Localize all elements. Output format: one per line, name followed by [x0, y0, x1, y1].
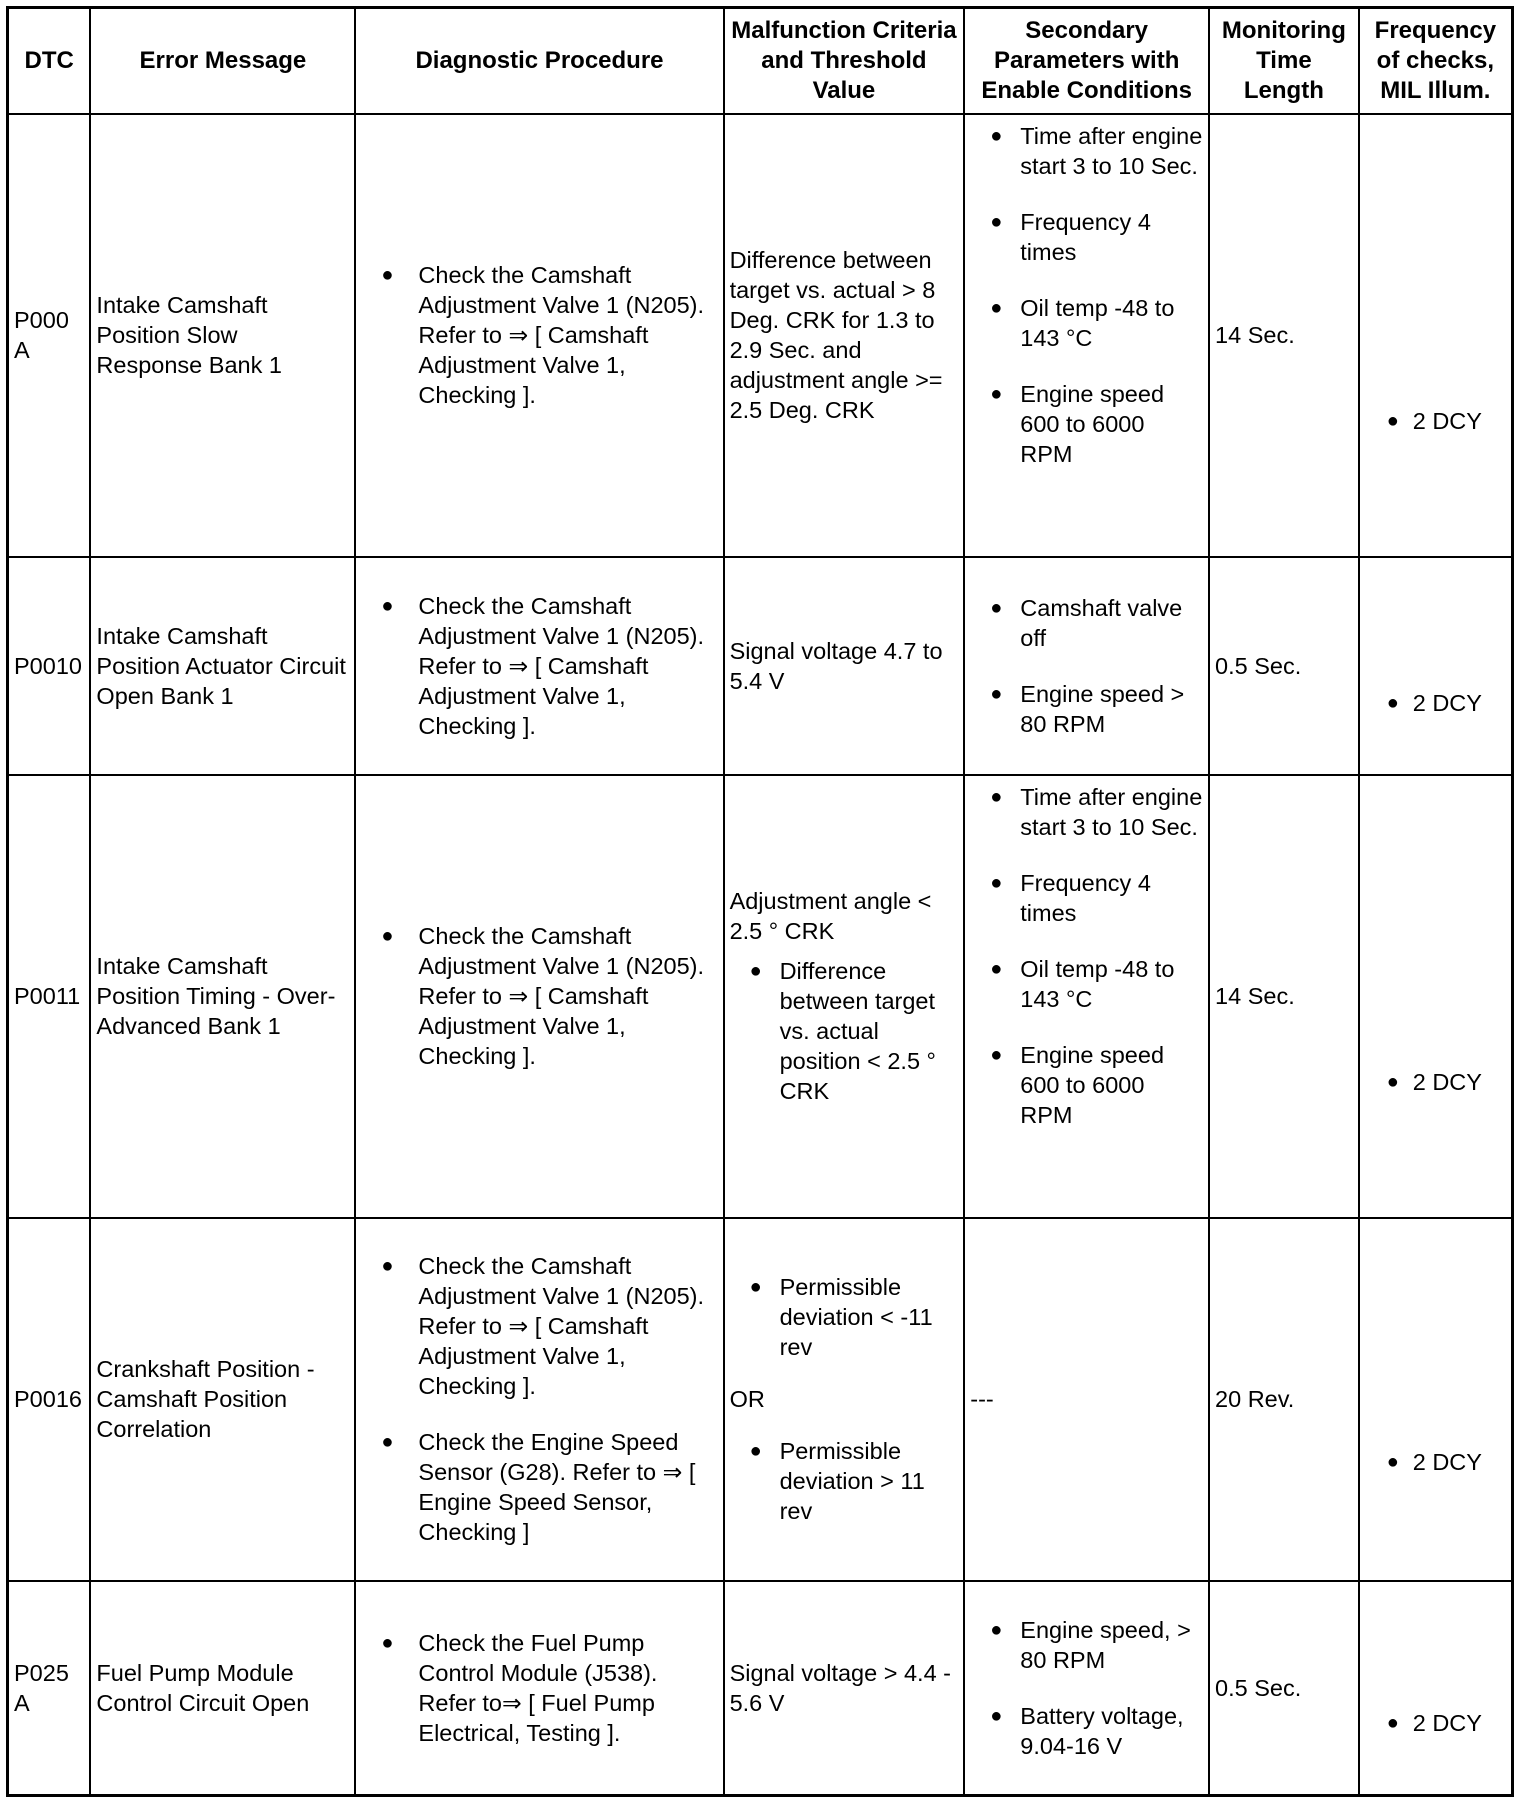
diagnostic-procedure	[355, 1581, 723, 1796]
secondary-item: ● Engine speed, > 80 RPM	[970, 1615, 1203, 1675]
header-secondary-parameters: Secondary Parameters with Enable Conditions	[964, 8, 1209, 114]
procedure-item: ● Check the Camshaft Adjustment Valve 1 (N205). Refer to ⇒ [ Camshaft Adjustment Valve 1, Checking ].	[361, 1251, 717, 1401]
criteria-text: Signal voltage > 4.4 - 5.6 V	[729, 1659, 951, 1716]
dtc-code: P0016	[8, 1218, 91, 1581]
monitoring-time: 0.5 Sec.	[1209, 557, 1359, 775]
frequency-cell	[1359, 1581, 1513, 1796]
secondary-item: ● Camshaft valve off	[970, 593, 1203, 653]
criteria-text: Signal voltage 4.7 to 5.4 V	[729, 637, 943, 694]
header-malfunction-criteria: Malfunction Criteria and Threshold Value	[724, 8, 965, 114]
dtc-code: P0010	[8, 557, 91, 775]
secondary-item: ● Time after engine start 3 to 10 Sec.	[970, 121, 1203, 181]
frequency-item: ● 2 DCY	[1365, 1708, 1506, 1738]
procedure-item: ● Check the Camshaft Adjustment Valve 1 (N205). Refer to ⇒ [ Camshaft Adjustment Valve 1, Checking ].	[361, 921, 717, 1071]
secondary-item: ● Engine speed > 80 RPM	[970, 679, 1203, 739]
header-error-message: Error Message	[90, 8, 355, 114]
secondary-parameters	[964, 114, 1209, 557]
malfunction-criteria	[724, 775, 965, 1218]
table-row	[8, 557, 1513, 775]
criteria-item: ● Permissible deviation > 11 rev	[730, 1436, 959, 1526]
dtc-code: P000A	[8, 114, 91, 557]
criteria-or: OR	[729, 1386, 765, 1412]
header-diagnostic-procedure: Diagnostic Procedure	[355, 8, 723, 114]
secondary-parameters	[964, 557, 1209, 775]
frequency-cell	[1359, 1218, 1513, 1581]
table-row	[8, 775, 1513, 1218]
dtc-document	[6, 6, 1514, 1797]
diagnostic-procedure	[355, 1218, 723, 1581]
header-monitoring-time: Monitoring Time Length	[1209, 8, 1359, 114]
error-message: Intake Camshaft Position Slow Response Bank 1	[90, 114, 355, 557]
procedure-item: ● Check the Camshaft Adjustment Valve 1 (N205). Refer to ⇒ [ Camshaft Adjustment Valve 1, Checking ].	[361, 260, 717, 410]
criteria-text: Adjustment angle < 2.5 ° CRK	[729, 888, 932, 944]
frequency-cell	[1359, 775, 1513, 1218]
frequency-item: ● 2 DCY	[1365, 1067, 1506, 1097]
frequency-cell	[1359, 557, 1513, 775]
procedure-item: ● Check the Camshaft Adjustment Valve 1 (N205). Refer to ⇒ [ Camshaft Adjustment Valve 1, Checking ].	[361, 591, 717, 741]
malfunction-criteria	[724, 1218, 965, 1581]
secondary-parameters: ---	[964, 1218, 1209, 1581]
secondary-parameters	[964, 1581, 1209, 1796]
diagnostic-procedure	[355, 775, 723, 1218]
table-row	[8, 114, 1513, 557]
header-dtc: DTC	[8, 8, 91, 114]
header-row	[8, 8, 1513, 114]
secondary-item: ● Frequency 4 times	[970, 207, 1203, 267]
monitoring-time: 20 Rev.	[1209, 1218, 1359, 1581]
table-row	[8, 1218, 1513, 1581]
procedure-item: ● Check the Engine Speed Sensor (G28). Refer to ⇒ [ Engine Speed Sensor, Checking ]	[361, 1427, 717, 1547]
error-message: Crankshaft Position - Camshaft Position Correlation	[90, 1218, 355, 1581]
procedure-item: ● Check the Fuel Pump Control Module (J538). Refer to⇒ [ Fuel Pump Electrical, Testing ].	[361, 1628, 717, 1748]
secondary-item: ● Battery voltage, 9.04-16 V	[970, 1701, 1203, 1761]
error-message: Intake Camshaft Position Actuator Circuit Open Bank 1	[90, 557, 355, 775]
secondary-item: ● Frequency 4 times	[970, 868, 1203, 928]
frequency-cell	[1359, 114, 1513, 557]
secondary-parameters	[964, 775, 1209, 1218]
error-message: Fuel Pump Module Control Circuit Open	[90, 1581, 355, 1796]
error-message: Intake Camshaft Position Timing - Over-Advanced Bank 1	[90, 775, 355, 1218]
secondary-item: ● Oil temp -48 to 143 °C	[970, 954, 1203, 1014]
frequency-item: ● 2 DCY	[1365, 688, 1506, 718]
secondary-item: ● Engine speed 600 to 6000 RPM	[970, 1040, 1203, 1130]
secondary-item: ● Time after engine start 3 to 10 Sec.	[970, 782, 1203, 842]
malfunction-criteria	[724, 1581, 965, 1796]
monitoring-time: 0.5 Sec.	[1209, 1581, 1359, 1796]
diagnostic-procedure	[355, 114, 723, 557]
frequency-item: ● 2 DCY	[1365, 406, 1506, 436]
dtc-code: P025A	[8, 1581, 91, 1796]
malfunction-criteria	[724, 114, 965, 557]
dtc-code: P0011	[8, 775, 91, 1218]
header-frequency: Frequency of checks, MIL Illum.	[1359, 8, 1513, 114]
dtc-table	[6, 6, 1514, 1797]
frequency-item: ● 2 DCY	[1365, 1447, 1506, 1477]
diagnostic-procedure	[355, 557, 723, 775]
monitoring-time: 14 Sec.	[1209, 114, 1359, 557]
criteria-item: ● Difference between target vs. actual position < 2.5 ° CRK	[730, 956, 959, 1106]
secondary-item: ● Engine speed 600 to 6000 RPM	[970, 379, 1203, 469]
malfunction-criteria	[724, 557, 965, 775]
criteria-item: ● Permissible deviation < -11 rev	[730, 1272, 959, 1362]
monitoring-time: 14 Sec.	[1209, 775, 1359, 1218]
secondary-item: ● Oil temp -48 to 143 °C	[970, 293, 1203, 353]
criteria-text: Difference between target vs. actual > 8 Deg. CRK for 1.3 to 2.9 Sec. and adjustment angle >= 2.5 Deg. CRK	[729, 247, 943, 423]
table-row	[8, 1581, 1513, 1796]
